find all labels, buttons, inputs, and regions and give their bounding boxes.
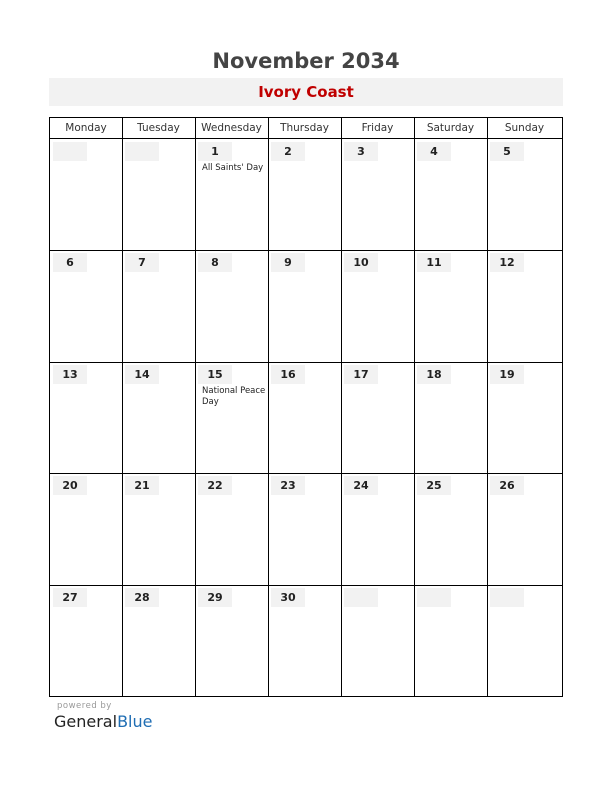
day-cell-13[interactable] [51, 363, 122, 473]
day-cell-24[interactable] [342, 474, 414, 585]
day-cell-20[interactable] [51, 474, 122, 585]
day-cell-8[interactable] [196, 251, 268, 362]
date-number: 28 [125, 588, 159, 607]
day-cell-2[interactable] [269, 140, 341, 250]
empty-day-cell[interactable] [488, 586, 562, 696]
day-cell-26[interactable] [488, 474, 562, 585]
day-cell-11[interactable] [415, 251, 487, 362]
day-cell-1[interactable] [196, 140, 268, 250]
date-number: 26 [490, 476, 524, 495]
date-number: 25 [417, 476, 451, 495]
empty-day-cell[interactable] [342, 586, 414, 696]
date-number [125, 142, 159, 161]
holiday-label: National Peace Day [202, 386, 266, 407]
day-cell-5[interactable] [488, 140, 562, 250]
date-number: 7 [125, 253, 159, 272]
date-number: 4 [417, 142, 451, 161]
date-number: 8 [198, 253, 232, 272]
day-cell-18[interactable] [415, 363, 487, 473]
empty-day-cell[interactable] [415, 586, 487, 696]
calendar-grid [49, 117, 563, 697]
weekday-header-tuesday: Tuesday [137, 122, 180, 134]
day-cell-21[interactable] [123, 474, 195, 585]
date-number: 12 [490, 253, 524, 272]
date-number: 23 [271, 476, 305, 495]
day-cell-7[interactable] [123, 251, 195, 362]
day-cell-4[interactable] [415, 140, 487, 250]
calendar-title: November 2034 [212, 49, 400, 73]
date-number: 17 [344, 365, 378, 384]
date-number: 21 [125, 476, 159, 495]
day-cell-9[interactable] [269, 251, 341, 362]
day-cell-22[interactable] [196, 474, 268, 585]
day-cell-27[interactable] [51, 586, 122, 696]
day-cell-25[interactable] [415, 474, 487, 585]
day-cell-19[interactable] [488, 363, 562, 473]
day-cell-10[interactable] [342, 251, 414, 362]
date-number: 6 [53, 253, 87, 272]
day-cell-14[interactable] [123, 363, 195, 473]
generalblue-logo[interactable] [54, 712, 152, 731]
day-cell-29[interactable] [196, 586, 268, 696]
date-number: 20 [53, 476, 87, 495]
brand-blue: Blue [117, 712, 153, 731]
country-banner [49, 78, 563, 106]
date-number [344, 588, 378, 607]
weekday-header-monday: Monday [65, 122, 107, 134]
date-number: 2 [271, 142, 305, 161]
weekday-header-sunday: Sunday [504, 122, 545, 134]
country-name: Ivory Coast [258, 83, 354, 101]
date-number: 24 [344, 476, 378, 495]
weekday-header-row [50, 118, 562, 139]
weekday-header-wednesday: Wednesday [201, 122, 262, 134]
day-cell-30[interactable] [269, 586, 341, 696]
date-number: 9 [271, 253, 305, 272]
day-cell-15[interactable] [196, 363, 268, 473]
powered-by-text: powered by [57, 701, 112, 711]
date-number [53, 142, 87, 161]
empty-day-cell[interactable] [123, 140, 195, 250]
date-number: 11 [417, 253, 451, 272]
date-number: 5 [490, 142, 524, 161]
day-cell-17[interactable] [342, 363, 414, 473]
day-cell-23[interactable] [269, 474, 341, 585]
day-cell-3[interactable] [342, 140, 414, 250]
date-number: 30 [271, 588, 305, 607]
date-number: 1 [198, 142, 232, 161]
date-number: 15 [198, 365, 232, 384]
day-cell-6[interactable] [51, 251, 122, 362]
date-number: 16 [271, 365, 305, 384]
weekday-header-saturday: Saturday [426, 122, 475, 134]
weekday-header-friday: Friday [361, 122, 394, 134]
date-number: 27 [53, 588, 87, 607]
date-number: 18 [417, 365, 451, 384]
holiday-label: All Saints' Day [202, 163, 264, 173]
date-number [417, 588, 451, 607]
date-number [490, 588, 524, 607]
date-number: 13 [53, 365, 87, 384]
date-number: 19 [490, 365, 524, 384]
brand-general: General [54, 712, 118, 731]
date-number: 3 [344, 142, 378, 161]
date-number: 14 [125, 365, 159, 384]
weekday-header-thursday: Thursday [280, 122, 329, 134]
date-number: 29 [198, 588, 232, 607]
day-cell-16[interactable] [269, 363, 341, 473]
day-cell-28[interactable] [123, 586, 195, 696]
empty-day-cell[interactable] [51, 140, 122, 250]
date-number: 22 [198, 476, 232, 495]
date-number: 10 [344, 253, 378, 272]
day-cell-12[interactable] [488, 251, 562, 362]
